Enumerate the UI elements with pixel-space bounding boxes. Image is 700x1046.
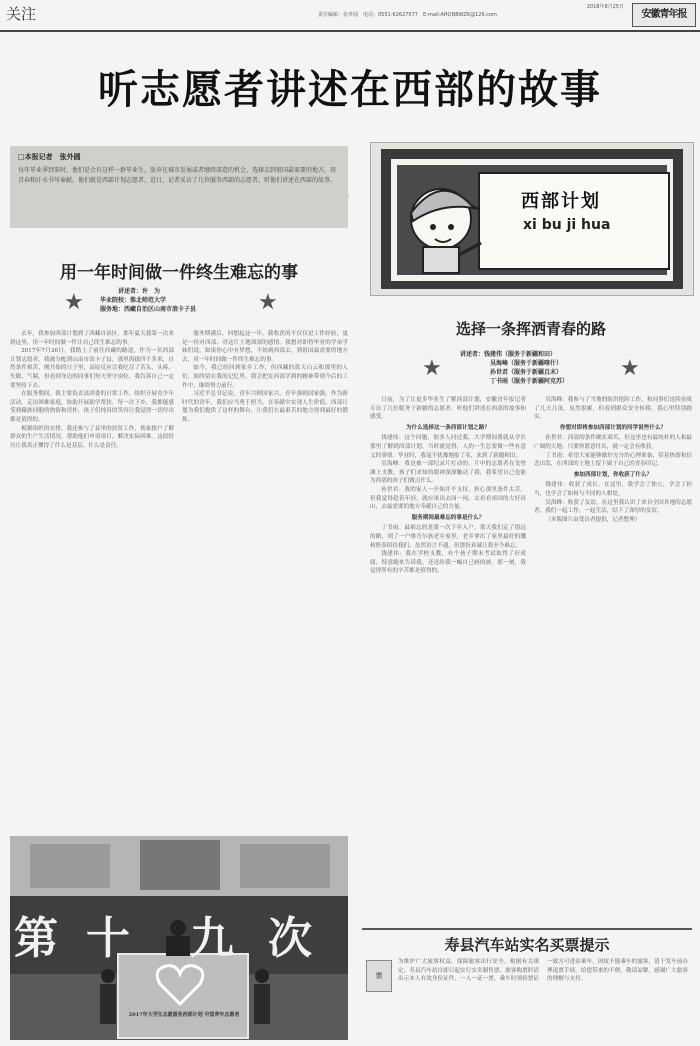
illustration-title: 西部计划 (521, 191, 601, 212)
illustration-pinyin: xi bu ji hua (523, 217, 611, 233)
intro-byline: □本报记者 张外圆 (18, 153, 81, 161)
right-story-column-1 (370, 396, 526, 922)
paragraph: 钱建伟：我在学校支教，有个孩子期末考试取得了好成绩，特意跑来告诉我，还送给我一幅自己画的画。那一刻，我觉得所有的辛苦都是值得的。 (370, 551, 526, 575)
credit-line: 吴海峰（服务于新疆喀什） (490, 360, 563, 367)
star-decoration: ★ (422, 356, 442, 381)
paragraph: 根据组织的安排，我还参与了县里的扶贫工作，挨家挨户了解群众的生产生活情况，帮助他们申请项目，解决实际困难。这段经历让我真正懂得了什么是基层，什么是责任。 (10, 425, 174, 449)
left-story-column-2 (182, 330, 348, 830)
page-headline: 听志愿者讲述在西部的故事 (98, 66, 602, 113)
star-decoration: ★ (258, 290, 278, 315)
header-contact: 责任编辑：张外圆 电话：0551-62627577 E-mail:AHQNBWZK@126.com (318, 12, 497, 18)
intro-text: 每年毕业季到来时，他们是会有这样一群毕业生，放弃在城市发展或者继续深造的机会，选择去到祖国最需要的地方，用青春和汗水书写奉献。他们就是西部计划志愿者。近日，记者采访了几位服务西部的志愿者，听他们讲述在西部的故事。 (18, 167, 337, 184)
paragraph: 习近平总书记说，青年兴则国家兴，青年强则国家强。作为新时代的青年，我们应当勇于担当，在奉献中实现人生价值。西部计划为我们提供了这样的舞台，让我们在最艰苦的地方得到最好的锻炼。 (182, 391, 348, 423)
paragraph: 2017年7月26日，我踏上了前往西藏的路途。作为一名西部计划志愿者，我被分配到山南市浪卡子县，那里海拔四千多米，自然条件艰苦，刚开始的日子里，高原反应让我吃尽了苦头，头疼、失眠、气喘，但看到身边的同事们每天坚守岗位，我告诉自己一定要坚持下去。 (10, 348, 174, 389)
left-story-column-1 (10, 330, 174, 830)
credit-line: 讲述者：许 为 (118, 288, 161, 295)
paragraph: 丁书雨：最难忘的是第一次下乡入户。那天我们走了很远的路，到了一户维吾尔族老乡家里，老乡拿出了家里最好的馕和奶茶招待我们，虽然语言不通，但那份真诚让我至今难忘。 (370, 525, 526, 549)
paragraph: （本版图片由受访者提供，记者整理） (545, 516, 641, 523)
paragraph: 日前，为了让更多毕业生了解西部计划，安徽青年报记者专访了几位服务于新疆的志愿者，听他们讲述在西部的故事和感受。 (370, 397, 526, 421)
left-story-credits (100, 287, 260, 314)
credit-line: 孙世君（服务于新疆且末） (490, 369, 563, 376)
question-subhead: 参加西部计划，你收获了什么？ (573, 471, 653, 478)
ad-divider (362, 928, 692, 930)
intro-box-pointer (336, 186, 350, 206)
paragraph: 钱建伟：这个问题，很多人问过我。大学期间我就从学长那里了解到西部计划，当时就觉得，人的一生总要做一些有意义的事情。毕业时，我毫不犹豫地报了名，来到了新疆和田。 (370, 435, 526, 459)
photo-flag-text: 2017年大学生志愿服务西部计划 中国青年志愿者 (128, 1012, 240, 1018)
header-meta (318, 3, 628, 19)
xibu-jihua-illustration (370, 142, 694, 296)
paragraph: 钱建伟：收获了成长。在这里，我学会了独立，学会了担当，也学会了如何与不同的人相处。 (534, 482, 692, 497)
newspaper-logo: 安徽青年报 (632, 3, 696, 27)
question-subhead: 你想对即将参加西部计划的同学说些什么？ (559, 424, 667, 431)
header-date: 2018年8月25日 (586, 4, 624, 10)
paragraph: 吴海峰：我参与了当地的防洪抢险工作，和同事们连续奋战了几天几夜。虽然很累，但看到群众安全转移，我心里特别踏实。 (534, 397, 692, 421)
paragraph: 吴海峰：我是被一部纪录片打动的。片中的志愿者在戈壁滩上支教，孩子们求知的眼神深深触动了我，我希望自己也能为西部的孩子们做点什么。 (370, 461, 526, 485)
credit-line: 毕业院校：淮北师范大学 (100, 297, 167, 304)
photo-banner-char: 九 (190, 913, 234, 964)
paragraph: 丁书雨：希望大家能够做好充分的心理准备，带着热情和信念出发，在西部的土地上留下属于自己的青春印记。 (534, 452, 692, 468)
ticket-icon: 票 (366, 960, 392, 992)
paragraph: 吴海峰：收获了友谊。在这里我认识了来自全国各地的志愿者，我们一起工作，一起生活，结下了深厚的友谊。 (534, 499, 692, 515)
credit-line: 服务地：西藏自治区山南市浪卡子县 (100, 306, 197, 313)
question-subhead: 为什么选择这一条西部计划之路？ (406, 424, 490, 431)
volunteers-photo (10, 836, 348, 1040)
paragraph: 孙世君：我的家人一开始并不支持，担心那里条件太苦。但我觉得趁着年轻，就应该出去闯一闯，去看看祖国的大好河山，去最需要的地方奉献自己的力量。 (370, 486, 526, 511)
paragraph: 如今，我已经回到家乡工作，但西藏的蓝天白云和那里的人们，始终留在我的记忆里。我会把在西部学到的精神带到今后的工作中，继续努力前行。 (182, 365, 348, 389)
credit-line: 讲述者：钱建伟（服务于新疆和田） (460, 351, 557, 358)
paragraph: 服务期满后，回想起这一年，我收获的不仅仅是工作经验，更是一份对西部、对这片土地深深的感情。我想对即将毕业的学弟学妹们说，如果你心中有梦想，不妨到西部去，到祖国最需要的地方去，用一年时间做一件终生难忘的事。 (182, 331, 348, 363)
right-story-credits (460, 350, 620, 386)
photo-banner-char: 第 (14, 913, 58, 964)
paragraph: 孙世君：西部的条件确实艰苦，但这里也有最纯朴的人和最广阔的天地。只要你愿意付出，就一定会有收获。 (534, 435, 692, 450)
credit-line: 丁书雨（服务于新疆阿克苏） (490, 378, 569, 385)
right-story-column-2 (534, 396, 692, 922)
ad-title: 寿县汽车站实名买票提示 (444, 936, 610, 954)
photo-banner-char: 十 (86, 913, 130, 964)
photo-banner-char: 次 (268, 913, 312, 964)
star-decoration: ★ (620, 356, 640, 381)
star-decoration: ★ (64, 290, 84, 315)
paragraph: 去年，我参加西部计划到了西藏自治区，那年夏天我第一次来到这里，用一年时间做一件让自己终生难忘的事。 (10, 331, 174, 346)
left-story-title: 用一年时间做一件终生难忘的事 (60, 263, 298, 283)
question-subhead: 服务期间最难忘的事是什么？ (411, 514, 485, 521)
paragraph: 在服务期间，我主要负责县团委的日常工作，组织开展青少年活动，走访困难家庭，协助开展助学帮扶。每一次下乡，我都能感受到藏族同胞的热情和淳朴，孩子们纯真的笑容让我觉得一切付出都是值得的。 (10, 391, 174, 423)
right-story-title: 选择一条挥洒青春的路 (455, 320, 606, 338)
ad-text: 为维护广大旅客权益，保障旅客出行安全，根据有关规定，寿县汽车站自即日起实行实名制售票。旅客购票时请出示本人有效身份证件，一人一证一票，乘车时须持票证一致方可进站乘车。因故不能乘车的旅客，请于发车前办理退票手续。给您带来的不便，敬请谅解，感谢广大旅客的理解与支持。 (398, 959, 688, 983)
section-label: 关注 (6, 5, 37, 23)
